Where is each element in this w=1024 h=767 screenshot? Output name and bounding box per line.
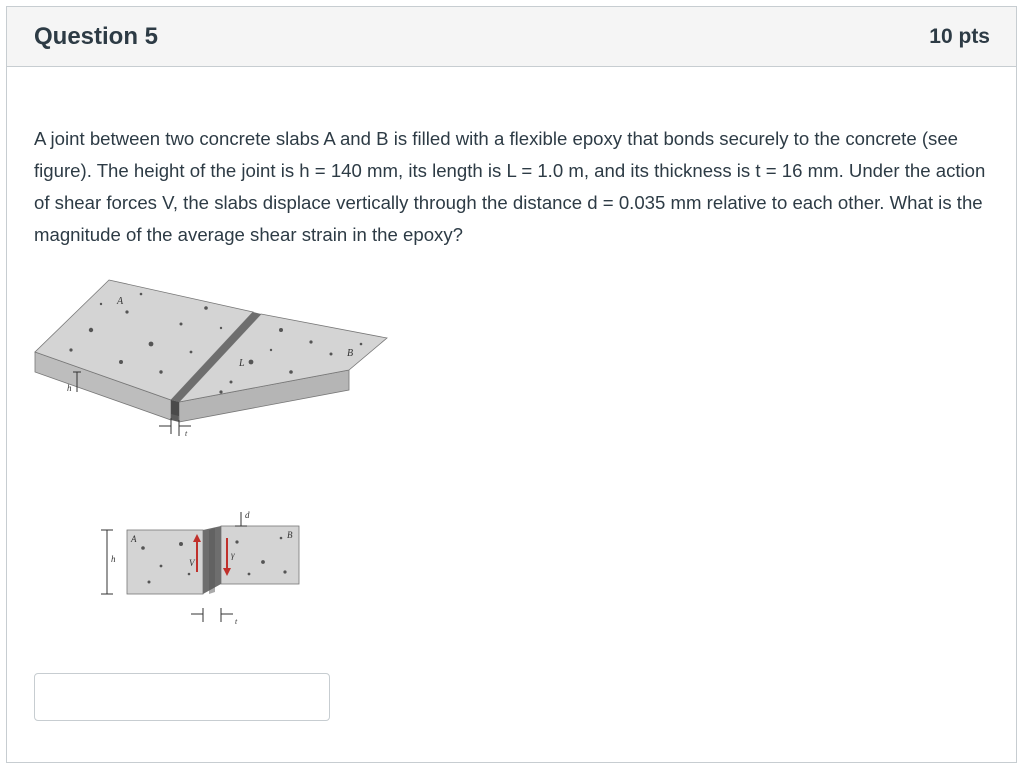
question-card (6, 6, 1017, 763)
label-height-3d: h (67, 383, 72, 393)
label-b-section: B (287, 530, 293, 540)
question-title: Question 5 (34, 22, 159, 50)
question-text: A joint between two concrete slabs A and B is filled with a flexible epoxy that bonds securely to the concrete (see figure). The height of the joint is h = 140 mm, its length is L = 1.0 m, and its thickness is t = 16 mm. Under the action of shear forces V, the slabs displace vertically through the distance d = 0.035 mm relative to each other. What is the magnitude of the average shear strain in the epoxy? (34, 128, 986, 245)
label-thickness-section: t (235, 617, 238, 626)
label-b-3d: B (347, 348, 354, 359)
slab-section-view (101, 512, 299, 622)
label-displacement: d (245, 510, 250, 520)
label-force: V (189, 558, 195, 568)
label-height-section: h (111, 554, 116, 564)
label-strain: γ (231, 550, 235, 560)
question-points: 10 pts (929, 24, 990, 48)
label-a-3d: A (117, 296, 124, 307)
answer-input[interactable] (34, 673, 330, 721)
label-a-section: A (131, 534, 137, 544)
question-header (7, 7, 1016, 67)
label-length: L (239, 358, 245, 369)
label-thickness-3d: t (185, 429, 188, 438)
joint-figure (31, 212, 391, 626)
slab-3d-view (35, 280, 387, 436)
